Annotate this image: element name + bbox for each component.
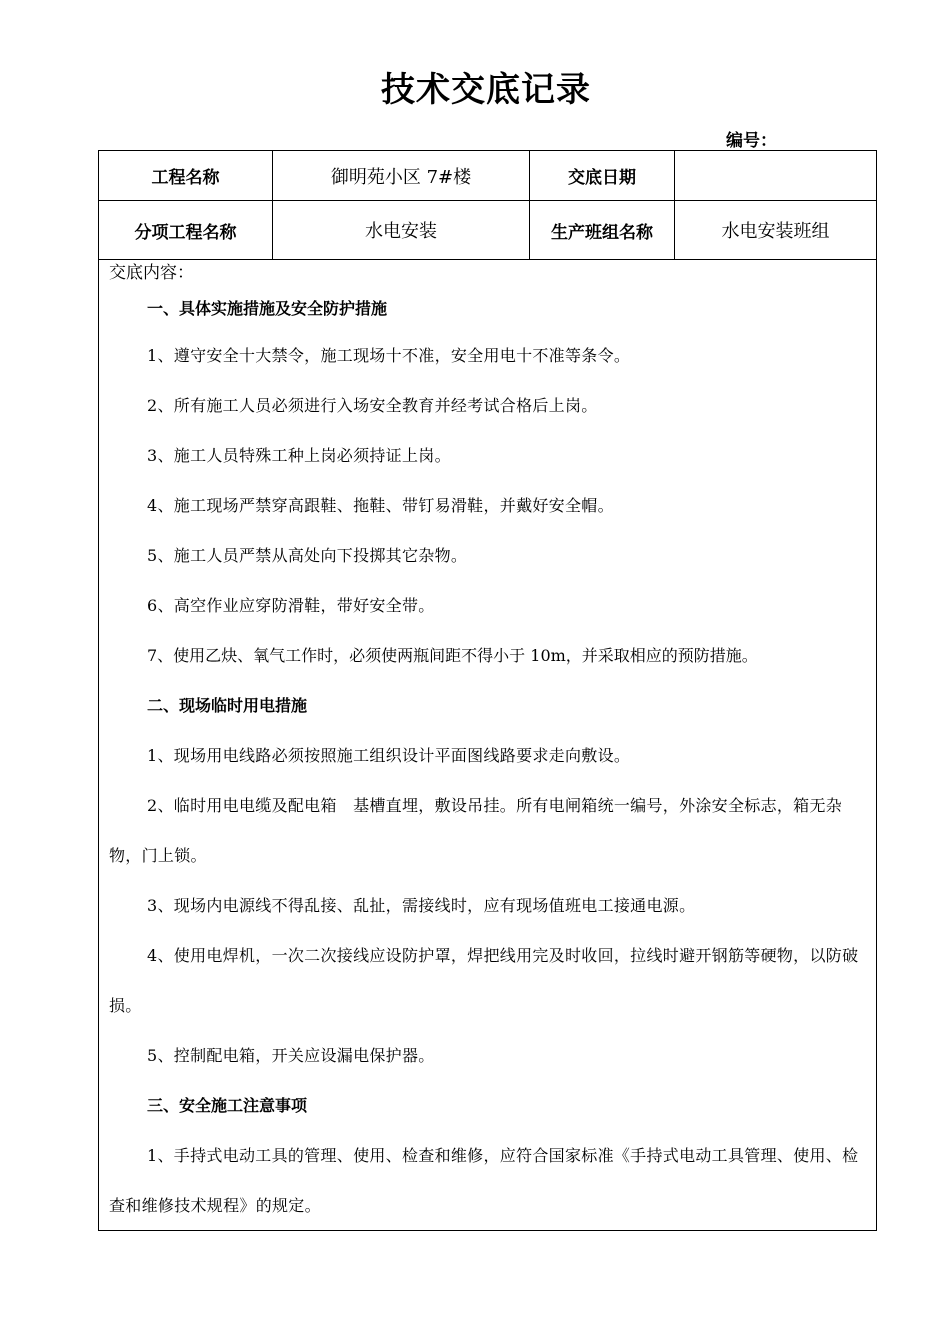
list-item: 6、高空作业应穿防滑鞋，带好安全带。 — [147, 596, 435, 615]
briefing-date-value — [675, 151, 876, 200]
list-item: 4、施工现场严禁穿高跟鞋、拖鞋、带钉易滑鞋，并戴好安全帽。 — [147, 496, 614, 515]
list-item: 7、使用乙炔、氧气工作时，必须使两瓶间距不得小于 10m，并采取相应的预防措施。 — [147, 646, 758, 665]
section-heading: 二、现场临时用电措施 — [147, 696, 308, 715]
list-item: 3、现场内电源线不得乱接、乱扯，需接线时，应有现场值班电工接通电源。 — [147, 896, 696, 915]
list-item: 5、施工人员严禁从高处向下投掷其它杂物。 — [147, 546, 468, 565]
list-item: 4、使用电焊机，一次二次接线应设防护罩，焊把线用完及时收回，拉线时避开钢筋等硬物，以防破损。 — [109, 946, 859, 1015]
sub-project-label: 分项工程名称 — [134, 222, 237, 243]
content-intro: 交底内容： — [109, 263, 194, 283]
list-item: 1、遵守安全十大禁令，施工现场十不准，安全用电十不准等条令。 — [147, 346, 631, 365]
list-item: 3、施工人员特殊工种上岗必须持证上岗。 — [147, 446, 451, 465]
document-title: 技术交底记录 — [381, 70, 591, 110]
serial-number-label: 编号： — [726, 131, 777, 151]
briefing-date-label: 交底日期 — [568, 168, 636, 188]
list-item: 2、临时用电电缆及配电箱 基槽直埋，敷设吊挂。所有电闸箱统一编号，外涂安全标志，箱无杂物，门上锁。 — [109, 796, 843, 865]
list-item: 5、控制配电箱，开关应设漏电保护器。 — [147, 1046, 435, 1065]
project-name-label: 工程名称 — [151, 168, 220, 188]
list-item: 1、手持式电动工具的管理、使用、检查和维修，应符合国家标准《手持式电动工具管理、使用、检查和维修技术规程》的规定。 — [109, 1146, 859, 1215]
section-heading: 三、安全施工注意事项 — [147, 1096, 308, 1115]
briefing-content — [109, 259, 869, 1231]
work-team-label: 生产班组名称 — [551, 222, 653, 243]
list-item: 1、现场用电线路必须按照施工组织设计平面图线路要求走向敷设。 — [147, 746, 631, 765]
work-team-value: 水电安装班组 — [721, 221, 830, 242]
section-heading: 一、具体实施措施及安全防护措施 — [147, 299, 388, 318]
sub-project-value: 水电安装 — [365, 221, 437, 242]
list-item: 2、所有施工人员必须进行入场安全教育并经考试合格后上岗。 — [147, 396, 598, 415]
record-table — [98, 150, 877, 1231]
project-name-value: 御明苑小区 7#楼 — [330, 166, 472, 188]
